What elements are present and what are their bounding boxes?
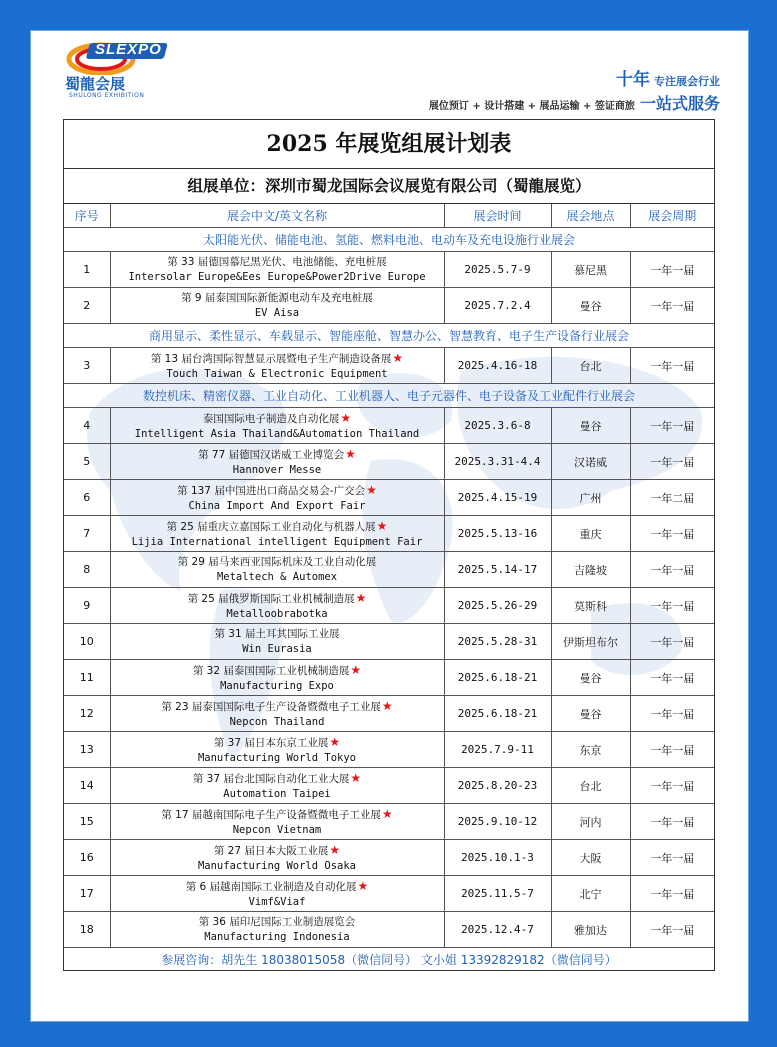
exhibition-date: 2025.11.5-7 [444,876,551,912]
exhibition-name-en: Manufacturing World Tokyo [197,751,357,764]
brand-logo [61,39,181,101]
slogan [429,65,720,114]
brand-name-cn: 蜀龍会展 [65,75,126,93]
exhibition-date: 2025.9.10-12 [444,804,551,840]
exhibition-name-en: Automation Taipei [223,787,331,800]
exhibition-place: 东京 [551,732,630,768]
exhibition-date: 2025.5.14-17 [444,552,551,588]
exhibition-name [110,516,444,552]
header-date: 展会时间 [444,204,551,228]
table-row [64,552,714,588]
exhibition-name-cn-text: 第 23 届泰国国际电子生产设备暨微电子工业展 [161,700,381,713]
exhibition-name [110,288,444,324]
exhibition-cycle: 一年一届 [630,696,714,732]
exhibition-name-cn [111,806,444,823]
row-number: 5 [64,444,110,480]
exhibition-place: 大阪 [551,840,630,876]
exhibition-name-cn [111,878,444,895]
exhibition-name-cn [111,446,444,463]
exhibition-place: 吉隆坡 [551,552,630,588]
contact-info: 参展咨询：胡先生 18038015058（微信同号） 文小姐 13392829182（微信同号） [64,948,714,971]
exhibition-name-cn-text: 第 25 届俄罗斯国际工业机械制造展 [187,592,355,605]
category-label: 商用显示、柔性显示、车载显示、智能座舱、智慧办公、智慧教育、电子生产设备行业展会 [64,324,714,348]
exhibition-date: 2025.5.26-29 [444,588,551,624]
exhibition-place: 曼谷 [551,696,630,732]
exhibition-name-cn [111,734,444,751]
slogan-years: 十年 [616,70,650,90]
exhibition-name-cn-text: 泰国国际电子制造及自动化展 [202,412,340,425]
exhibition-name-en: Manufacturing Expo [220,679,334,692]
category-row [64,228,714,252]
exhibition-date: 2025.10.1-3 [444,840,551,876]
table-row [64,768,714,804]
table-header-row [64,204,714,228]
exhibition-name-cn-text: 第 31 届土耳其国际工业展 [214,628,340,640]
exhibition-name-en: Win Eurasia [242,643,312,655]
row-number: 13 [64,732,110,768]
table-row [64,840,714,876]
exhibition-name [110,912,444,948]
table-row [64,696,714,732]
row-number: 11 [64,660,110,696]
exhibition-cycle: 一年一届 [630,348,714,384]
exhibition-name-cn-text: 第 36 届印尼国际工业制造展览会 [198,916,356,928]
exhibition-cycle: 一年一届 [630,252,714,288]
exhibition-name [110,624,444,660]
table-row [64,588,714,624]
exhibition-name-en: Lijia International intelligent Equipment Fair [131,535,423,548]
exhibition-name-en: Nepcon Thailand [229,715,325,728]
brand-name-en: SHULONG EXHIBITION [69,92,145,99]
category-label: 数控机床、精密仪器、工业自动化、工业机器人、电子元器件、电子设备及工业配件行业展会 [64,384,714,408]
header-name: 展会中文/英文名称 [110,204,444,228]
exhibition-name-cn [111,350,444,367]
exhibition-name-cn [111,590,444,607]
slogan-big: 一站式服务 [639,94,720,113]
exhibition-name-cn-text: 第 137 届中国进出口商品交易会-广交会 [177,484,366,497]
exhibition-name-cn-text: 第 32 届泰国国际工业机械制造展 [192,664,350,677]
featured-star-icon: ★ [355,590,367,605]
exhibition-cycle: 一年一届 [630,732,714,768]
exhibition-cycle: 一年一届 [630,840,714,876]
plan-table-sheet [63,119,715,971]
page-title: 2025 年展览组展计划表 [64,120,714,169]
exhibition-name-cn-text: 第 6 届越南国际工业制造及自动化展 [185,880,357,893]
exhibition-name [110,840,444,876]
row-number: 12 [64,696,110,732]
exhibition-name-cn-text: 第 33 届德国慕尼黑光伏、电池储能、充电桩展 [167,256,387,268]
exhibition-name-cn-text: 第 77 届德国汉诺威工业博览会 [198,448,345,461]
exhibition-name-en: Hannover Messe [232,463,322,476]
exhibition-name [110,552,444,588]
exhibition-date: 2025.7.9-11 [444,732,551,768]
exhibition-name-cn [111,914,444,930]
featured-star-icon: ★ [381,806,393,821]
exhibition-name-en: Intersolar Europe&Ees Europe&Power2Drive Europe [128,271,426,283]
exhibition-place: 曼谷 [551,288,630,324]
table-row [64,804,714,840]
header-no: 序号 [64,204,110,228]
exhibition-name-cn-text: 第 25 届重庆立嘉国际工业自动化与机器人展 [166,520,376,533]
exhibition-date: 2025.8.20-23 [444,768,551,804]
exhibition-date: 2025.3.6-8 [444,408,551,444]
header-place: 展会地点 [551,204,630,228]
exhibition-place: 河内 [551,804,630,840]
exhibition-name [110,252,444,288]
table-row [64,408,714,444]
exhibition-name-en: Intelligent Asia Thailand&Automation Thailand [134,427,420,440]
row-number: 2 [64,288,110,324]
exhibition-cycle: 一年一届 [630,804,714,840]
exhibition-place: 慕尼黑 [551,252,630,288]
exhibition-name-cn-text: 第 37 届日本东京工业展 [213,736,329,749]
exhibition-place: 北宁 [551,876,630,912]
exhibition-table [64,204,714,970]
exhibition-name-en: Nepcon Vietnam [232,823,322,836]
row-number: 3 [64,348,110,384]
exhibition-date: 2025.3.31-4.4 [444,444,551,480]
table-row [64,252,714,288]
featured-star-icon: ★ [345,446,356,461]
exhibition-cycle: 一年一届 [630,876,714,912]
exhibition-name [110,444,444,480]
exhibition-name [110,588,444,624]
table-row [64,912,714,948]
row-number: 9 [64,588,110,624]
table-row [64,516,714,552]
exhibition-name-cn [111,770,444,787]
exhibition-date: 2025.4.16-18 [444,348,551,384]
exhibition-place: 重庆 [551,516,630,552]
exhibition-name [110,768,444,804]
featured-star-icon: ★ [357,878,369,893]
row-number: 16 [64,840,110,876]
table-row [64,480,714,516]
exhibition-name-cn-text: 第 17 届越南国际电子生产设备暨微电子工业展 [161,808,381,821]
contact-row [64,948,714,971]
table-row [64,732,714,768]
slogan-services: 展位预订 + 设计搭建 + 展品运输 + 签证商旅 [428,101,635,112]
table-row [64,444,714,480]
exhibition-date: 2025.7.2.4 [444,288,551,324]
exhibition-cycle: 一年一届 [630,660,714,696]
page-frame [30,30,749,1022]
exhibition-name-cn [111,842,444,859]
row-number: 6 [64,480,110,516]
exhibition-name-en: Metalloobrabotka [226,607,328,620]
exhibition-place: 雅加达 [551,912,630,948]
exhibition-name-en: Touch Taiwan & Electronic Equipment [166,367,388,380]
exhibition-date: 2025.5.28-31 [444,624,551,660]
category-row [64,384,714,408]
exhibition-date: 2025.6.18-21 [444,660,551,696]
exhibition-name [110,660,444,696]
logo-text: SLEXPO [95,41,162,58]
table-row [64,624,714,660]
row-number: 1 [64,252,110,288]
exhibition-name-cn [111,518,444,535]
exhibition-name-cn [111,482,444,499]
exhibition-place: 汉诺威 [551,444,630,480]
exhibition-name-cn-text: 第 27 届日本大阪工业展 [213,844,329,857]
exhibition-name-en: Manufacturing Indonesia [204,931,350,943]
exhibition-cycle: 一年一届 [630,588,714,624]
exhibition-name-en: China Import And Export Fair [188,499,366,512]
exhibition-name [110,732,444,768]
exhibition-name-en: Vimf&Viaf [248,895,306,908]
featured-star-icon: ★ [329,842,341,857]
exhibition-date: 2025.5.7-9 [444,252,551,288]
table-row [64,348,714,384]
exhibition-place: 广州 [551,480,630,516]
exhibition-cycle: 一年一届 [630,552,714,588]
featured-star-icon: ★ [376,518,388,533]
exhibition-name-cn [111,254,444,270]
exhibition-cycle: 一年一届 [630,408,714,444]
exhibition-cycle: 一年二届 [630,480,714,516]
exhibition-date: 2025.5.13-16 [444,516,551,552]
exhibition-name [110,408,444,444]
row-number: 4 [64,408,110,444]
exhibition-name-en: Manufacturing World Osaka [197,859,357,872]
exhibition-place: 台北 [551,348,630,384]
category-label: 太阳能光伏、储能电池、氢能、燃料电池、电动车及充电设施行业展会 [64,228,714,252]
exhibition-name [110,480,444,516]
exhibition-name-cn [111,626,444,642]
header-cycle: 展会周期 [630,204,714,228]
row-number: 7 [64,516,110,552]
exhibition-name-cn-text: 第 9 届泰国国际新能源电动车及充电桩展 [181,292,373,304]
exhibition-cycle: 一年一届 [630,768,714,804]
exhibition-cycle: 一年一届 [630,288,714,324]
exhibition-place: 曼谷 [551,660,630,696]
exhibition-cycle: 一年一届 [630,624,714,660]
organizer: 组展单位：深圳市蜀龙国际会议展览有限公司（蜀龍展览） [64,169,714,204]
featured-star-icon: ★ [350,770,362,785]
exhibition-cycle: 一年一届 [630,516,714,552]
exhibition-place: 伊斯坦布尔 [551,624,630,660]
featured-star-icon: ★ [392,350,404,365]
exhibition-name-cn [111,290,444,306]
table-row [64,660,714,696]
row-number: 17 [64,876,110,912]
row-number: 15 [64,804,110,840]
exhibition-place: 台北 [551,768,630,804]
exhibition-date: 2025.12.4-7 [444,912,551,948]
exhibition-name [110,348,444,384]
exhibition-name [110,876,444,912]
exhibition-name-cn-text: 第 37 届台北国际自动化工业大展 [192,772,350,785]
exhibition-place: 曼谷 [551,408,630,444]
exhibition-name-cn [111,554,444,570]
exhibition-name-en: EV Aisa [254,307,300,319]
slogan-sub: 专注展会行业 [654,75,720,88]
exhibition-name [110,696,444,732]
featured-star-icon: ★ [381,698,393,713]
table-row [64,288,714,324]
row-number: 8 [64,552,110,588]
featured-star-icon: ★ [350,662,362,677]
exhibition-place: 莫斯科 [551,588,630,624]
exhibition-name-en: Metaltech & Automex [216,571,338,583]
featured-star-icon: ★ [329,734,341,749]
exhibition-name-cn [111,410,444,427]
featured-star-icon: ★ [366,482,377,497]
row-number: 10 [64,624,110,660]
row-number: 18 [64,912,110,948]
exhibition-cycle: 一年一届 [630,912,714,948]
exhibition-cycle: 一年一届 [630,444,714,480]
exhibition-date: 2025.4.15-19 [444,480,551,516]
table-row [64,876,714,912]
category-row [64,324,714,348]
exhibition-name-cn [111,662,444,679]
featured-star-icon: ★ [340,410,352,425]
exhibition-name-cn [111,698,444,715]
exhibition-name-cn-text: 第 13 届台湾国际智慧显示展暨电子生产制造设备展 [150,352,392,365]
row-number: 14 [64,768,110,804]
exhibition-date: 2025.6.18-21 [444,696,551,732]
exhibition-name [110,804,444,840]
exhibition-name-cn-text: 第 29 届马来西亚国际机床及工业自动化展 [177,556,377,568]
